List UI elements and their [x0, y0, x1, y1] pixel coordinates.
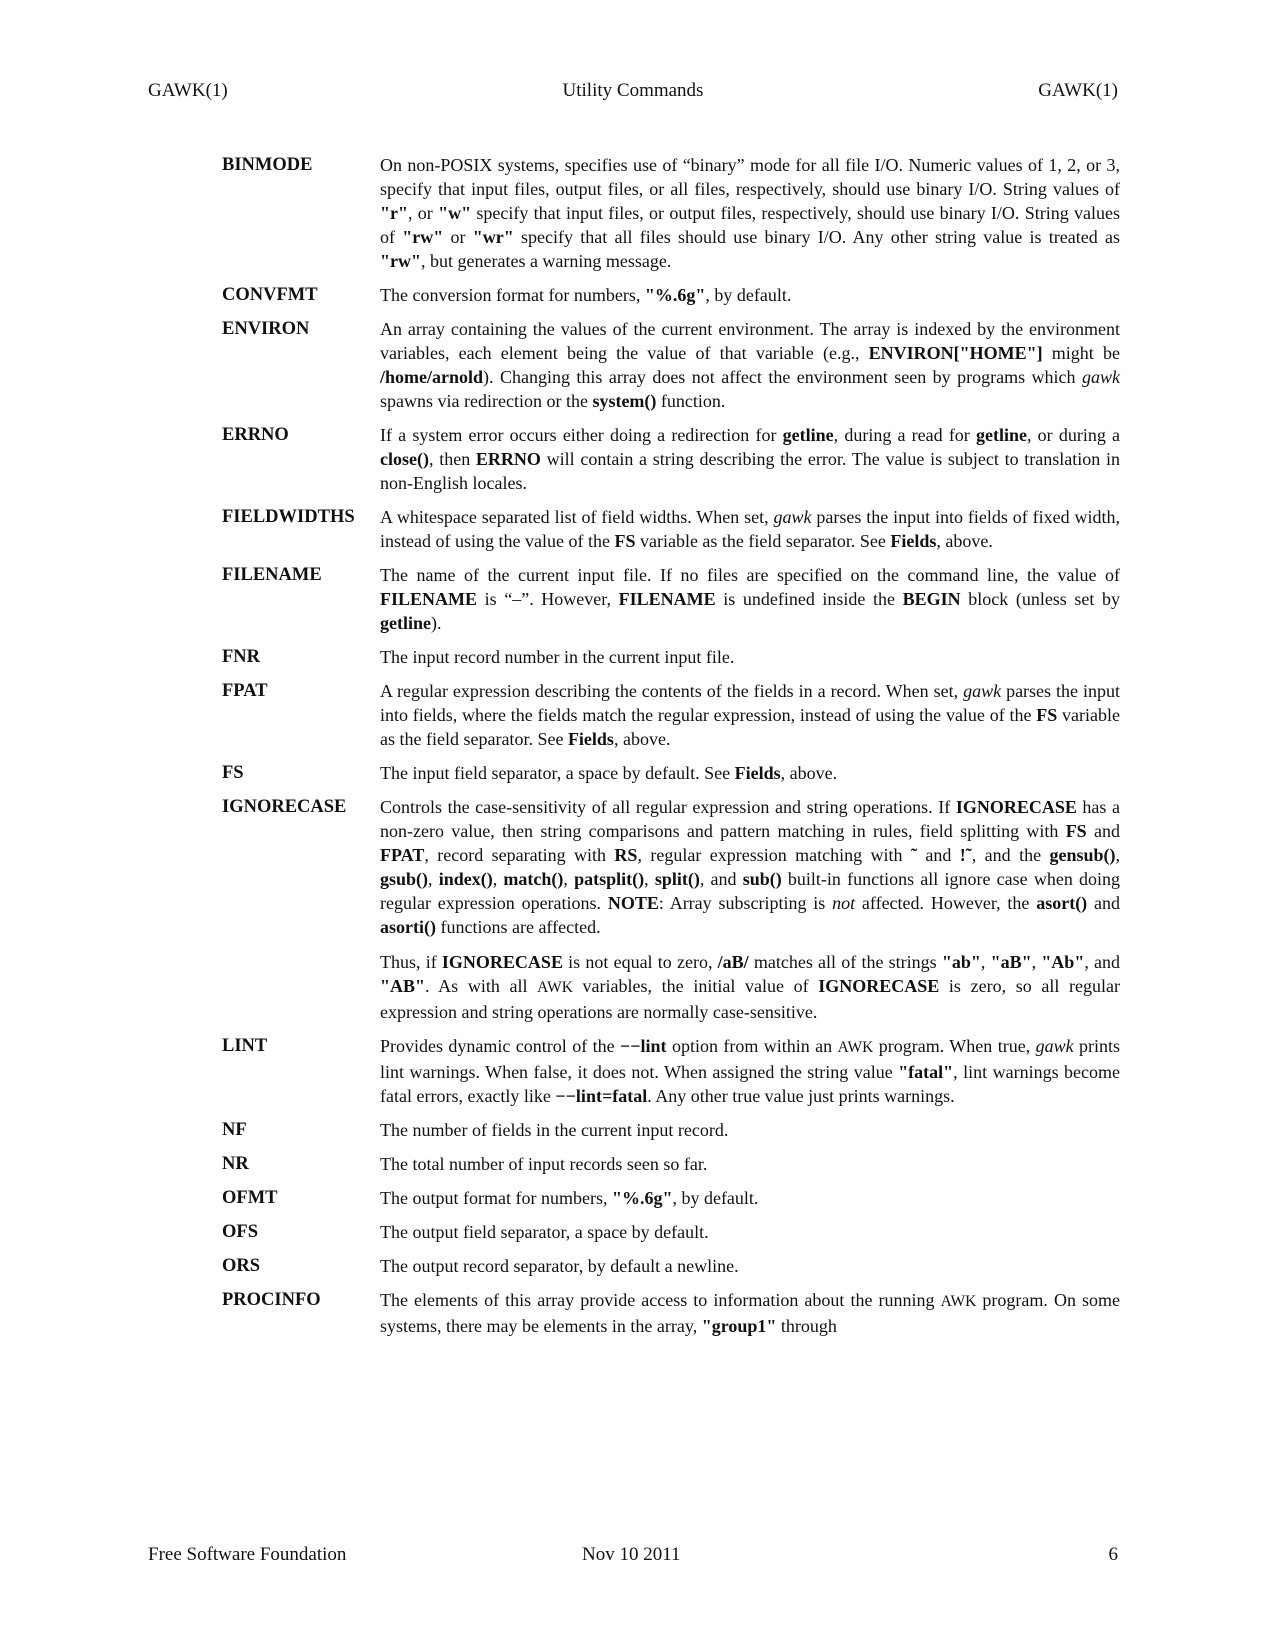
variable-description: [380, 761, 1120, 785]
text-run: The number of fields in the current input record.: [380, 1120, 729, 1140]
bold-text: IGNORECASE: [955, 797, 1077, 817]
variable-name: NF: [222, 1120, 247, 1140]
variable-name: LINT: [222, 1036, 268, 1056]
bold-text: getline: [782, 425, 834, 445]
bold-text: "fatal": [898, 1062, 954, 1082]
page-footer: [148, 1542, 1118, 1568]
text-run: specify that input files, or output files, respectively, should use binary I/O. String values of: [380, 203, 1120, 247]
header-left: GAWK(1): [148, 80, 228, 101]
description-paragraph: [380, 1186, 1120, 1210]
bold-text: FILENAME: [380, 589, 478, 609]
variable-name: FS: [222, 763, 244, 783]
text-run: The input field separator, a space by default. See: [380, 763, 735, 783]
text-run: , during a read for: [833, 425, 976, 445]
text-run: block (unless set by: [960, 589, 1121, 609]
description-paragraph: [380, 1254, 1120, 1278]
text-run: If a system error occurs either doing a redirection for: [380, 425, 783, 445]
variable-entry: [222, 1152, 1120, 1176]
description-paragraph: [380, 950, 1120, 1024]
text-run: . As with all: [425, 976, 538, 996]
text-run: parses the input into fields, where the fields match the regular expression, instead of using the value of the: [380, 681, 1120, 725]
text-run: A regular expression describing the contents of the fields in a record. When set,: [380, 681, 964, 701]
text-run: and: [1087, 893, 1120, 913]
bold-text: −−lint: [620, 1036, 667, 1056]
variable-description: [380, 563, 1120, 635]
text-run: The elements of this array provide access to information about the running: [380, 1290, 941, 1310]
variable-list: [222, 153, 1120, 1348]
variable-entry: [222, 1254, 1120, 1278]
bold-text: "%.6g": [644, 285, 706, 305]
bold-text: patsplit(): [574, 869, 645, 889]
variable-entry: [222, 1034, 1120, 1108]
variable-entry: [222, 645, 1120, 669]
variable-description: [380, 679, 1120, 751]
bold-text: BEGIN: [902, 589, 961, 609]
bold-text: "wr": [472, 227, 514, 247]
variable-entry: [222, 795, 1120, 1024]
bold-text: FS: [1036, 705, 1058, 725]
text-run: is undefined inside the: [715, 589, 903, 609]
text-run: function.: [656, 391, 726, 411]
bold-text: ERRNO: [475, 449, 541, 469]
bold-text: asorti(): [380, 917, 436, 937]
text-run: . Any other true value just prints warnings.: [647, 1086, 955, 1106]
bold-text: ˜: [910, 845, 917, 865]
bold-text: !˜: [959, 845, 972, 865]
variable-name: FIELDWIDTHS: [222, 507, 355, 527]
page-header: [148, 78, 1118, 104]
bold-text: FPAT: [380, 845, 425, 865]
bold-text: "w": [438, 203, 472, 223]
text-run: , above.: [936, 531, 993, 551]
text-run: has a non-zero value, then string comparisons and pattern matching in rules, field splitting with: [380, 797, 1120, 841]
text-run: ,: [428, 869, 439, 889]
variable-entry: [222, 1186, 1120, 1210]
description-paragraph: [380, 1152, 1120, 1176]
bold-text: getline: [380, 613, 431, 633]
text-run: The output record separator, by default a newline.: [380, 1256, 739, 1276]
bold-text: "AB": [380, 976, 425, 996]
bold-text: FS: [614, 531, 636, 551]
text-run: , and: [699, 869, 743, 889]
header-right: GAWK(1): [1038, 80, 1118, 101]
text-run: specify that all files should use binary I/O. Any other string value is treated as: [513, 227, 1120, 247]
variable-entry: [222, 317, 1120, 413]
bold-text: "r": [380, 203, 408, 223]
bold-text: FS: [1065, 821, 1087, 841]
bold-text: "%.6g": [611, 1188, 673, 1208]
variable-entry: [222, 423, 1120, 495]
italic-text: gawk: [773, 507, 812, 527]
bold-text: index(): [438, 869, 493, 889]
variable-description: [380, 1034, 1120, 1108]
italic-text: not: [832, 893, 856, 913]
description-paragraph: [380, 283, 1120, 307]
variable-description: [380, 795, 1120, 1024]
italic-text: gawk: [963, 681, 1002, 701]
description-paragraph: [380, 1288, 1120, 1338]
text-run: ).: [431, 613, 442, 633]
text-run: through: [776, 1316, 837, 1336]
text-run: The total number of input records seen so far.: [380, 1154, 708, 1174]
variable-name: CONVFMT: [222, 285, 318, 305]
bold-text: "rw": [402, 227, 444, 247]
description-paragraph: [380, 153, 1120, 273]
text-run: is zero, so all regular expression and string operations are normally case-sensitive.: [380, 976, 1120, 1022]
description-paragraph: [380, 795, 1120, 939]
text-run: ,: [1115, 845, 1120, 865]
bold-text: close(): [380, 449, 429, 469]
description-paragraph: [380, 645, 1120, 669]
text-run: , record separating with: [424, 845, 615, 865]
text-run: Thus, if: [380, 952, 442, 972]
text-run: option from within an: [666, 1036, 838, 1056]
text-run: functions are affected.: [435, 917, 601, 937]
text-run: ). Changing this array does not affect the environment seen by programs which: [483, 367, 1082, 387]
variable-description: [380, 423, 1120, 495]
bold-text: IGNORECASE: [441, 952, 563, 972]
bold-text: /home/arnold: [380, 367, 484, 387]
text-run: An array containing the values of the current environment. The array is indexed by the environment variables, each element being the value of that variable (e.g.,: [380, 319, 1120, 363]
text-run: program. On some systems, there may be elements in the array,: [380, 1290, 1120, 1336]
bold-text: "group1": [701, 1316, 777, 1336]
bold-text: "aB": [990, 952, 1032, 972]
description-paragraph: [380, 1034, 1120, 1108]
variable-description: [380, 1288, 1120, 1338]
text-run: ,: [980, 952, 991, 972]
header-center: Utility Commands: [562, 80, 704, 101]
text-run: parses the input into fields of fixed width, instead of using the value of the: [380, 507, 1120, 551]
text-run: , or: [407, 203, 439, 223]
variable-entry: [222, 283, 1120, 307]
text-run: ,: [644, 869, 655, 889]
variable-name: OFS: [222, 1222, 258, 1242]
text-run: , then: [428, 449, 476, 469]
text-run: , and the: [971, 845, 1050, 865]
text-run: AWK: [537, 979, 573, 996]
bold-text: RS: [614, 845, 638, 865]
variable-name: FILENAME: [222, 565, 322, 585]
text-run: variables, the initial value of: [572, 976, 819, 996]
text-run: affected. However, the: [855, 893, 1037, 913]
text-run: is “–”. However,: [477, 589, 619, 609]
variable-description: [380, 317, 1120, 413]
variable-description: [380, 1152, 1120, 1176]
description-paragraph: [380, 563, 1120, 635]
variable-name: ENVIRON: [222, 319, 310, 339]
bold-text: match(): [503, 869, 564, 889]
variable-description: [380, 153, 1120, 273]
variable-description: [380, 1254, 1120, 1278]
text-run: variable as the field separator. See: [380, 705, 1120, 749]
text-run: Controls the case-sensitivity of all regular expression and string operations. If: [380, 797, 956, 817]
variable-name: ORS: [222, 1256, 261, 1276]
text-run: AWK: [940, 1293, 977, 1310]
bold-text: −−lint=fatal: [555, 1086, 648, 1106]
variable-entry: [222, 505, 1120, 553]
text-run: and: [1086, 821, 1120, 841]
text-run: program. When true,: [873, 1036, 1036, 1056]
variable-description: [380, 645, 1120, 669]
text-run: ,: [492, 869, 504, 889]
text-run: or: [443, 227, 473, 247]
italic-text: gawk: [1035, 1036, 1074, 1056]
text-run: will contain a string describing the error. The value is subject to translation in non-English locales.: [380, 449, 1120, 493]
variable-entry: [222, 153, 1120, 273]
text-run: , by default.: [672, 1188, 759, 1208]
variable-name: BINMODE: [222, 155, 313, 175]
text-run: The input record number in the current input file.: [380, 647, 735, 667]
bold-text: system(): [592, 391, 657, 411]
text-run: , by default.: [705, 285, 792, 305]
bold-text: gensub(): [1049, 845, 1116, 865]
text-run: ,: [563, 869, 575, 889]
text-run: AWK: [837, 1039, 874, 1056]
description-paragraph: [380, 317, 1120, 413]
bold-text: /aB/: [717, 952, 749, 972]
bold-text: Fields: [567, 729, 614, 749]
text-run: The output format for numbers,: [380, 1188, 612, 1208]
bold-text: getline: [975, 425, 1027, 445]
variable-entry: [222, 761, 1120, 785]
variable-name: ERRNO: [222, 425, 289, 445]
bold-text: "rw": [380, 251, 421, 271]
text-run: Provides dynamic control of the: [380, 1036, 620, 1056]
bold-text: split(): [654, 869, 700, 889]
text-run: , but generates a warning message.: [420, 251, 672, 271]
variable-description: [380, 1118, 1120, 1142]
description-paragraph: [380, 679, 1120, 751]
text-run: A whitespace separated list of field widths. When set,: [380, 507, 774, 527]
text-run: matches all of the strings: [748, 952, 942, 972]
text-run: is not equal to zero,: [562, 952, 718, 972]
text-run: , regular expression matching with: [637, 845, 911, 865]
variable-name: IGNORECASE: [222, 797, 347, 817]
variable-description: [380, 505, 1120, 553]
text-run: might be: [1042, 343, 1120, 363]
variable-name: NR: [222, 1154, 249, 1174]
text-run: The name of the current input file. If no files are specified on the command line, the value of: [380, 565, 1120, 585]
text-run: , above.: [613, 729, 671, 749]
bold-text: NOTE: [607, 893, 659, 913]
bold-text: "ab": [941, 952, 981, 972]
description-paragraph: [380, 1118, 1120, 1142]
text-run: , lint warnings become fatal errors, exactly like: [380, 1062, 1120, 1106]
bold-text: Fields: [890, 531, 937, 551]
text-run: , above.: [780, 763, 838, 783]
bold-text: asort(): [1036, 893, 1088, 913]
text-run: : Array subscripting is: [658, 893, 833, 913]
description-paragraph: [380, 761, 1120, 785]
text-run: The conversion format for numbers,: [380, 285, 645, 305]
variable-name: FNR: [222, 647, 261, 667]
variable-entry: [222, 563, 1120, 635]
variable-name: PROCINFO: [222, 1290, 321, 1310]
variable-name: OFMT: [222, 1188, 278, 1208]
bold-text: gsub(): [380, 869, 429, 889]
variable-entry: [222, 1288, 1120, 1338]
description-paragraph: [380, 423, 1120, 495]
text-run: and: [916, 845, 960, 865]
bold-text: Fields: [734, 763, 781, 783]
text-run: spawns via redirection or the: [380, 391, 593, 411]
italic-text: gawk: [1082, 367, 1120, 387]
text-run: On non-POSIX systems, specifies use of “binary” mode for all file I/O. Numeric values of 1, 2, or 3, specify that input files, output files, or all files, respectively, should use binary I/O. String values of: [380, 155, 1120, 199]
text-run: The output field separator, a space by default.: [380, 1222, 709, 1242]
variable-entry: [222, 679, 1120, 751]
variable-description: [380, 1220, 1120, 1244]
variable-description: [380, 283, 1120, 307]
description-paragraph: [380, 505, 1120, 553]
text-run: ,: [1031, 952, 1042, 972]
text-run: built-in functions all ignore case when doing regular expression operations.: [380, 869, 1121, 913]
bold-text: "Ab": [1041, 952, 1085, 972]
bold-text: FILENAME: [618, 589, 716, 609]
variable-entry: [222, 1118, 1120, 1142]
text-run: prints lint warnings. When false, it does not. When assigned the string value: [380, 1036, 1121, 1082]
bold-text: sub(): [742, 869, 782, 889]
bold-text: IGNORECASE: [818, 976, 940, 996]
description-paragraph: [380, 1220, 1120, 1244]
text-run: , and: [1084, 952, 1121, 972]
page-number: 6: [1108, 1544, 1118, 1565]
variable-description: [380, 1186, 1120, 1210]
text-run: , or during a: [1026, 425, 1120, 445]
bold-text: ENVIRON["HOME"]: [868, 343, 1043, 363]
variable-name: FPAT: [222, 681, 268, 701]
text-run: variable as the field separator. See: [635, 531, 891, 551]
footer-left: Free Software Foundation: [148, 1544, 347, 1565]
footer-date: Nov 10 2011: [582, 1544, 681, 1565]
variable-entry: [222, 1220, 1120, 1244]
